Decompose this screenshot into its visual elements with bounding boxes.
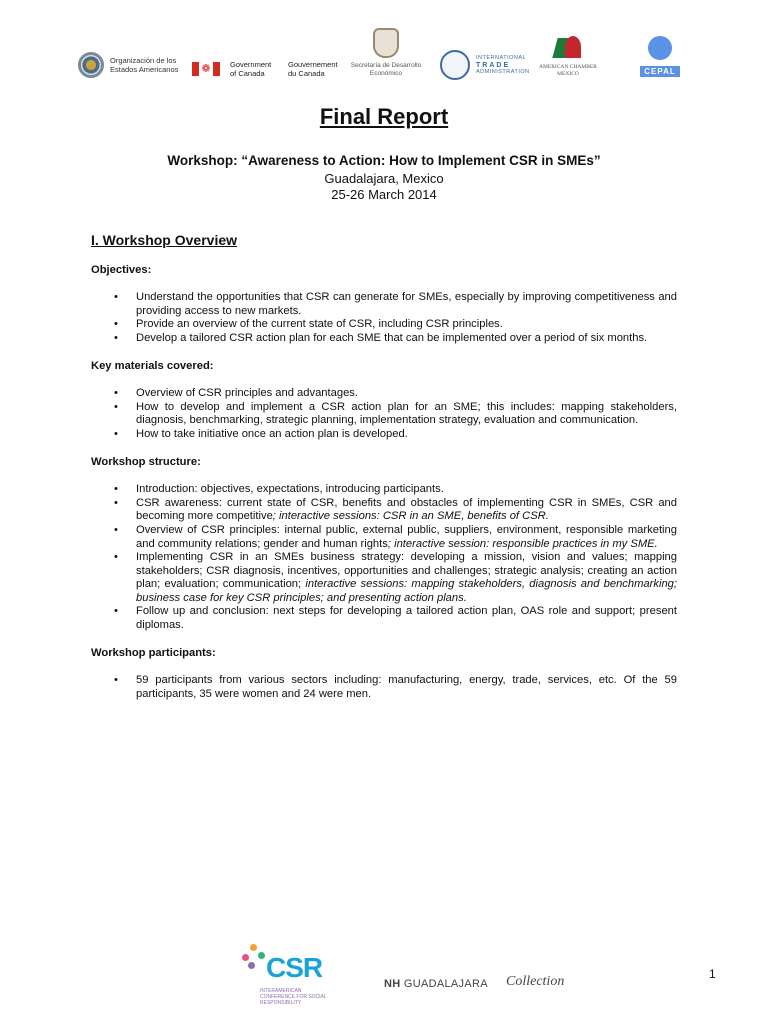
amcham-logo — [538, 34, 598, 78]
structure-heading: Workshop structure: — [91, 455, 201, 468]
csr-logo-word: CSR — [266, 952, 323, 983]
list-item: • Overview of CSR principles: internal public, external public, suppliers, environment, responsible marketing and community relations; gender and human rights; interactive session: responsible practices in my SME. — [91, 524, 677, 551]
list-item: • Understand the opportunities that CSR can generate for SMEs, especially by improving competitiveness and providing access to new markets. — [91, 291, 677, 318]
section-heading: I. Workshop Overview — [91, 232, 238, 248]
list-item: • 59 participants from various sectors including: manufacturing, energy, trade, services, etc. Of the 59 participants, 35 were women and 24 were men. — [91, 674, 677, 701]
report-title: Final Report — [319, 104, 449, 129]
page-number: 1 — [709, 967, 716, 981]
nh-hotel-logo: NH GUADALAJARA — [384, 978, 488, 990]
canada-en-text: Government of Canada — [230, 60, 272, 78]
footer-logos — [236, 940, 596, 1010]
list-item: • Develop a tailored CSR action plan for each SME that can be implemented over a period of six months. — [91, 332, 677, 346]
workshop-location: Guadalajara, Mexico — [324, 171, 444, 186]
oas-logo-text: Organización de los Estados Americanos — [110, 56, 179, 74]
participants-heading: Workshop participants: — [91, 646, 216, 659]
jalisco-crest-icon — [373, 28, 399, 58]
structure-list — [91, 483, 677, 633]
list-item: • Follow up and conclusion: next steps for developing a tailored action plan, OAS role and support; present diplomas. — [91, 605, 677, 632]
amcham-mark-icon — [553, 34, 583, 62]
workshop-title: Workshop: “Awareness to Action: How to Implement CSR in SMEs” — [167, 153, 601, 168]
canada-fr-text: Gouvernement du Canada — [288, 60, 338, 78]
participants-list — [91, 674, 677, 701]
header-logos — [78, 28, 690, 88]
canada-flag-icon: ❁ — [192, 62, 220, 76]
list-item: • Introduction: objectives, expectations, introducing participants. — [91, 483, 677, 497]
report-body — [91, 234, 677, 715]
people-figures-icon — [242, 944, 268, 972]
csr-logo — [236, 940, 336, 1004]
list-item: • How to develop and implement a CSR action plan for an SME; this includes: mapping stakeholders, diagnosis, benchmarking, strategic planning, implementation strategy, evaluation and communication. — [91, 401, 677, 428]
workshop-dates: 25-26 March 2014 — [331, 187, 437, 202]
commerce-seal-icon — [440, 50, 470, 80]
objectives-list — [91, 291, 677, 345]
un-emblem-icon — [648, 36, 672, 60]
cepal-logo — [640, 36, 680, 77]
list-item: • Provide an overview of the current state of CSR, including CSR principles. — [91, 318, 677, 332]
key-materials-list — [91, 387, 677, 441]
sde-logo-text: Secretaría de Desarrollo Económico — [350, 62, 422, 77]
list-item: • CSR awareness: current state of CSR, benefits and obstacles of implementing CSR in SMEs, CSR and becoming more competitive; interactive sessions: CSR in an SME, benefits of CSR. — [91, 497, 677, 524]
workshop-location-dates — [0, 171, 768, 203]
ita-logo-text: INTERNATIONAL TRADE ADMINISTRATION — [476, 54, 530, 75]
collection-logo: Collection — [506, 974, 565, 989]
oas-logo — [78, 52, 182, 78]
amcham-logo-text: AMERICAN CHAMBER MEXICO — [539, 64, 597, 77]
key-materials-heading: Key materials covered: — [91, 359, 214, 372]
objectives-heading: Objectives: — [91, 263, 152, 276]
csr-logo-subtitle: INTERAMERICAN CONFERENCE FOR SOCIAL RESPONSIBILITY — [260, 988, 327, 1006]
cepal-logo-text: CEPAL — [640, 66, 680, 77]
oas-seal-icon — [78, 52, 104, 78]
list-item: • Overview of CSR principles and advantages. — [91, 387, 677, 401]
ita-logo — [440, 50, 530, 80]
list-item: • How to take initiative once an action plan is developed. — [91, 428, 677, 442]
list-item: • Implementing CSR in an SMEs business strategy: developing a mission, vision and values; mapping stakeholders; CSR diagnosis, incentives, opportunities and challenges; strategic analysis; creating an action plan; evaluation; communication; interactive sessions: mapping stakeholders, diagnosis and benchmarking; business case for key CSR principles; and presenting action plans. — [91, 551, 677, 605]
canada-logo — [192, 60, 336, 78]
sde-logo — [350, 28, 422, 78]
